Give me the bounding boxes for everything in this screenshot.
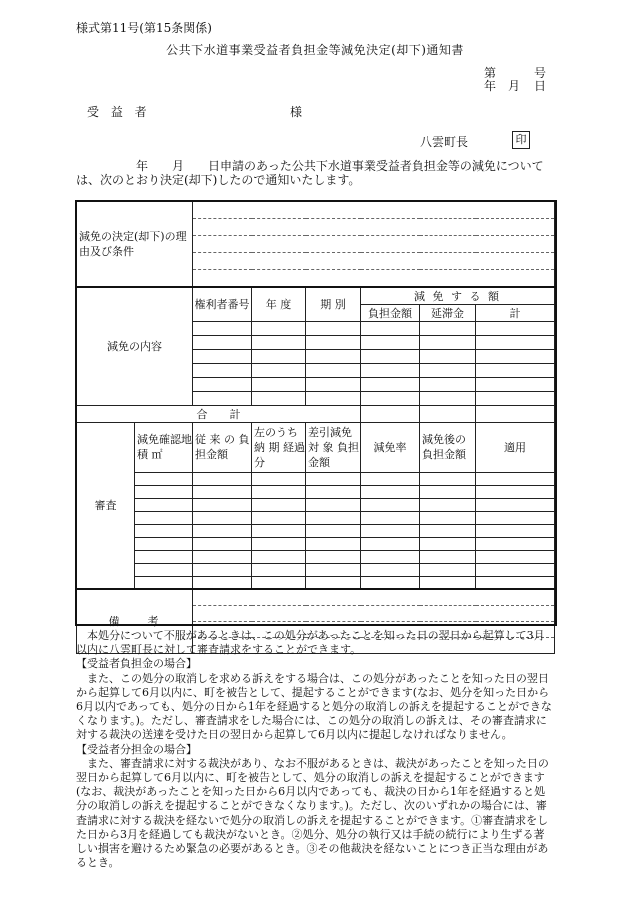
total-row [77,405,555,422]
header-holder-number: 権利者番号 [193,287,252,322]
document-title: 公共下水道事業受益者負担金等減免決定(却下)通知書 [166,43,464,57]
cell-rate[interactable] [361,537,420,550]
cell-total[interactable] [476,377,555,391]
cell-overdue[interactable] [252,472,306,485]
reason-label: 減免の決定(却下)の理由及び条件 [77,202,193,287]
cell-target[interactable] [306,511,361,524]
date-day: 日 [534,79,547,93]
review-row [77,537,555,550]
remarks-label: 備 考 [77,589,193,653]
cell-delinquency[interactable] [420,363,476,377]
header-delinquency: 延滞金 [420,304,476,321]
cell-period[interactable] [306,335,361,349]
cell-prev[interactable] [193,563,252,576]
cell-overdue[interactable] [252,576,306,589]
header-period: 期 別 [306,287,361,322]
review-row [77,576,555,589]
header-confirmed-area: 減免確認地積 ㎡ [135,422,193,472]
cell-area[interactable] [135,485,193,498]
cell-delinquency[interactable] [420,349,476,363]
cell-rate[interactable] [361,563,420,576]
issuer-name: 八雲町長 [420,135,469,149]
cell-year[interactable] [252,391,306,405]
cell-apply[interactable] [476,498,555,511]
cell-target[interactable] [306,524,361,537]
remarks-line[interactable] [193,605,555,621]
cell-target[interactable] [306,537,361,550]
header-burden-after: 減免後の負担金額 [420,422,476,472]
cell-prev[interactable] [193,550,252,563]
cell-burden[interactable] [361,335,420,349]
cell-rate[interactable] [361,485,420,498]
cell-apply[interactable] [476,472,555,485]
reason-line[interactable] [193,270,555,287]
header-total: 計 [476,304,555,321]
cell-prev[interactable] [193,498,252,511]
cell-area[interactable] [135,550,193,563]
cell-area[interactable] [135,498,193,511]
total-label: 合 計 [77,405,361,422]
cell-delinquency-total[interactable] [420,405,476,422]
recipient-label: 受 益 者 [87,105,151,119]
cell-holder[interactable] [193,335,252,349]
date-year: 年 [484,79,497,93]
cell-rate[interactable] [361,524,420,537]
cell-apply[interactable] [476,563,555,576]
cell-target[interactable] [306,498,361,511]
header-overdue-portion: 左のうち 納 期 経過分 [252,422,306,472]
cell-grand-total[interactable] [476,405,555,422]
notice-paragraph: 本処分について不服があるときは、この処分があったことを知った日の翌日から起算して3月以内に八雲町長に対して審査請求をすることができます。 [76,629,545,657]
cell-prev[interactable] [193,537,252,550]
cell-total[interactable] [476,363,555,377]
reason-line[interactable] [193,202,555,219]
cell-overdue[interactable] [252,537,306,550]
cell-target[interactable] [306,485,361,498]
cell-overdue[interactable] [252,498,306,511]
notice-paragraph: また、この処分の取消しを求める訴えをする場合は、この処分があったことを知った日の翌日から起算して6月以内に、町を被告として、提起することができます(なお、処分を知った日から6月以内であっても、処分の日から1年を経過すると処分の取消しの訴えを提起することができなくなります。)。ただし、審査請求をした場合には、この処分の取消しの訴えは、その審査請求に対する裁決の送達を受けた日の翌日から起算して6月以内に提起しなければなりません。 [76,671,552,742]
cell-prev[interactable] [193,511,252,524]
cell-after[interactable] [420,576,476,589]
date-month: 月 [508,79,521,93]
cell-period[interactable] [306,349,361,363]
appeal-notice [76,629,554,870]
cell-prev[interactable] [193,576,252,589]
cell-holder[interactable] [193,363,252,377]
cell-burden[interactable] [361,349,420,363]
cell-burden[interactable] [361,391,420,405]
cell-year[interactable] [252,377,306,391]
cell-delinquency[interactable] [420,377,476,391]
notice-heading-beneficiary-burden: 【受益者負担金の場合】 [76,657,197,671]
cell-year[interactable] [252,349,306,363]
cell-rate[interactable] [361,511,420,524]
cell-overdue[interactable] [252,524,306,537]
cell-year[interactable] [252,321,306,335]
review-row [77,485,555,498]
intro-paragraph: 年 月 日申請のあった公共下水道事業受益者負担金等の減免については、次のとおり決定(却下)したので通知いたします。 [76,159,544,187]
header-application: 適用 [476,422,555,472]
header-reduction-rate: 減免率 [361,422,420,472]
recipient-honorific: 様 [290,105,303,119]
cell-burden[interactable] [361,321,420,335]
reason-line[interactable] [193,253,555,270]
cell-total[interactable] [476,335,555,349]
cell-area[interactable] [135,563,193,576]
cell-after[interactable] [420,472,476,485]
review-row [77,472,555,485]
cell-period[interactable] [306,321,361,335]
cell-apply[interactable] [476,524,555,537]
cell-after[interactable] [420,563,476,576]
cell-prev[interactable] [193,524,252,537]
review-label: 審査 [77,422,135,589]
cell-apply[interactable] [476,537,555,550]
cell-apply[interactable] [476,511,555,524]
cell-year[interactable] [252,363,306,377]
cell-after[interactable] [420,511,476,524]
cell-apply[interactable] [476,550,555,563]
cell-rate[interactable] [361,576,420,589]
reduction-table [76,201,555,654]
remarks-line[interactable] [193,589,555,605]
seal-mark: 印 [512,131,530,149]
review-row [77,524,555,537]
cell-apply[interactable] [476,576,555,589]
cell-total[interactable] [476,321,555,335]
cell-after[interactable] [420,537,476,550]
review-row [77,550,555,563]
header-burden: 負担金額 [361,304,420,321]
cell-target[interactable] [306,563,361,576]
cell-delinquency[interactable] [420,321,476,335]
cell-overdue[interactable] [252,511,306,524]
number-prefix: 第 [484,66,497,80]
cell-rate[interactable] [361,498,420,511]
content-label: 減免の内容 [77,287,193,406]
cell-target[interactable] [306,472,361,485]
cell-period[interactable] [306,377,361,391]
review-row [77,563,555,576]
cell-delinquency[interactable] [420,335,476,349]
cell-delinquency[interactable] [420,391,476,405]
form-number: 様式第11号(第15条関係) [76,21,212,35]
cell-area[interactable] [135,524,193,537]
cell-overdue[interactable] [252,485,306,498]
notice-paragraph: また、審査請求に対する裁決があり、なお不服があるときは、裁決があったことを知った日の翌日から起算して6月以内に、町を被告として、処分の取消しの訴えを提起することができます(なお、裁決があったことを知った日から6月以内であっても、裁決の日から1年を経過すると処分の取消しの訴えを提起することができなくなります。)。ただし、次のいずれかの場合には、審査請求に対する裁決を経ないで処分の取消しの訴えを提起することができます。①審査請求をした日から3月を経過しても裁決がないとき。②処分、処分の執行又は手続の続行により生ずる著しい損害を避けるため緊急の必要があるとき。③その他裁決を経ないことにつき正当な理由があるとき。 [76,756,549,870]
cell-area[interactable] [135,472,193,485]
cell-period[interactable] [306,363,361,377]
header-reduction-amount: 減 免 す る 額 [361,287,555,305]
cell-apply[interactable] [476,485,555,498]
cell-holder[interactable] [193,391,252,405]
cell-area[interactable] [135,576,193,589]
reason-line[interactable] [193,236,555,253]
cell-rate[interactable] [361,472,420,485]
cell-overdue[interactable] [252,563,306,576]
cell-after[interactable] [420,524,476,537]
cell-prev[interactable] [193,472,252,485]
cell-after[interactable] [420,485,476,498]
cell-after[interactable] [420,498,476,511]
cell-rate[interactable] [361,550,420,563]
review-row [77,511,555,524]
cell-year[interactable] [252,335,306,349]
header-year: 年 度 [252,287,306,322]
cell-burden[interactable] [361,377,420,391]
cell-overdue[interactable] [252,550,306,563]
review-row [77,498,555,511]
cell-total[interactable] [476,391,555,405]
number-suffix: 号 [534,66,547,80]
cell-holder[interactable] [193,377,252,391]
cell-holder[interactable] [193,349,252,363]
cell-area[interactable] [135,537,193,550]
header-target-burden: 差引減免 対 象 負担金額 [306,422,361,472]
cell-burden[interactable] [361,363,420,377]
cell-after[interactable] [420,550,476,563]
cell-total[interactable] [476,349,555,363]
cell-target[interactable] [306,550,361,563]
cell-target[interactable] [306,576,361,589]
notice-heading-beneficiary-share: 【受益者分担金の場合】 [76,742,197,756]
intro-text [76,159,554,187]
cell-period[interactable] [306,391,361,405]
cell-holder[interactable] [193,321,252,335]
cell-prev[interactable] [193,485,252,498]
header-previous-burden: 従 来 の 負担金額 [193,422,252,472]
cell-area[interactable] [135,511,193,524]
cell-burden-total[interactable] [361,405,420,422]
reason-line[interactable] [193,219,555,236]
